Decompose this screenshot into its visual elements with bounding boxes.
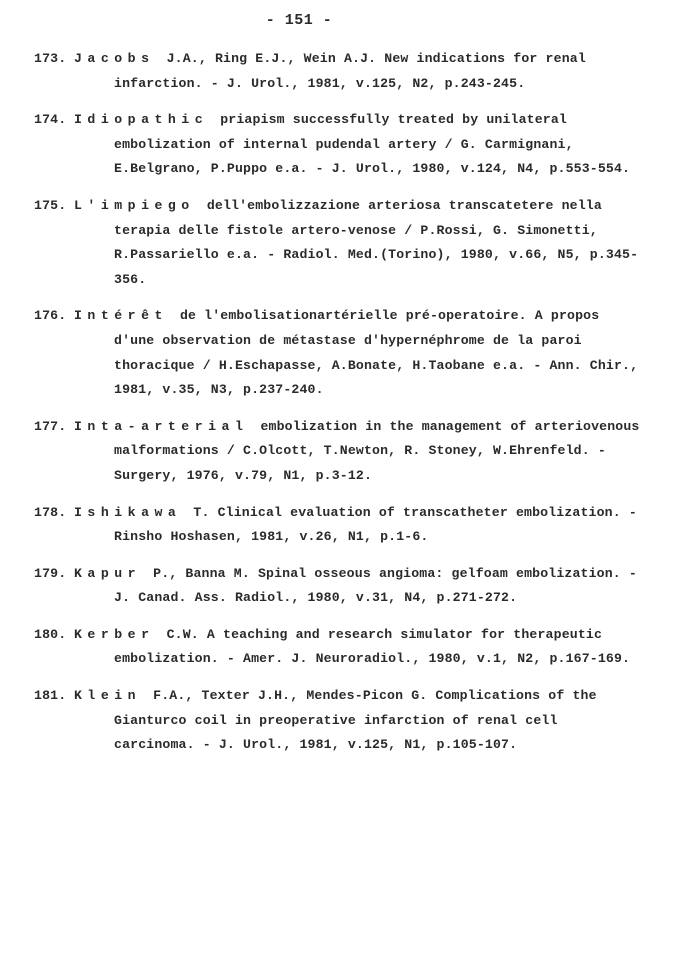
- entry-heading: Jacobs: [74, 51, 155, 66]
- entry-number: 174.: [34, 112, 67, 128]
- entry-body: [74, 108, 642, 182]
- entry-text: dell'embolizzazione arteriosa transcatetere nella terapia delle fistole artero-venose / P.Rossi, G. Simonetti, R.Passariello e.a. - Radiol. Med.(Torino), 1980, v.66, N5, p.345-356.: [114, 197, 639, 287]
- bibliography-entry: [34, 415, 642, 489]
- bibliography-entry: [34, 108, 642, 182]
- bibliography-entry: [34, 304, 642, 402]
- entry-body: [74, 47, 642, 96]
- bibliography-entry: [34, 684, 642, 758]
- entry-body: [74, 194, 642, 292]
- bibliography-entry: [34, 562, 642, 611]
- entry-text: embolization in the management of arteriovenous malformations / C.Olcott, T.Newton, R. Stoney, W.Ehrenfeld. - Surgery, 1976, v.79, N1, p.3-12.: [114, 418, 640, 483]
- entry-number: 173.: [34, 51, 67, 66]
- entry-heading: Klein: [74, 688, 142, 704]
- bibliography-list: [34, 47, 642, 758]
- entry-number: 181.: [34, 688, 67, 704]
- entry-heading: Kerber: [74, 626, 155, 642]
- entry-number: 179.: [34, 565, 67, 581]
- entry-body: [74, 623, 642, 672]
- entry-text: T. Clinical evaluation of transcatheter embolization. - Rinsho Hoshasen, 1981, v.26, N1, p.1-6.: [114, 504, 637, 545]
- entry-text: J.A., Ring E.J., Wein A.J. New indications for renal infarction. - J. Urol., 1981, v.125, N2, p.243-245.: [114, 51, 586, 91]
- entry-number: 178.: [34, 504, 67, 520]
- bibliography-entry: [34, 501, 642, 550]
- entry-body: [74, 501, 642, 550]
- bibliography-entry: [34, 194, 642, 292]
- entry-body: [74, 304, 642, 402]
- entry-text: P., Banna M. Spinal osseous angioma: gelfoam embolization. - J. Canad. Ass. Radiol., 1980, v.31, N4, p.271-272.: [114, 565, 637, 606]
- entry-number: 180.: [34, 626, 67, 642]
- entry-body: [74, 415, 642, 489]
- entry-number: 175.: [34, 197, 67, 213]
- entry-heading: Ishikawa: [74, 504, 182, 520]
- entry-heading: Idiopathic: [74, 112, 209, 128]
- bibliography-entry: [34, 47, 642, 96]
- page-number: - 151 -: [265, 12, 333, 29]
- entry-number: 176.: [34, 308, 67, 324]
- entry-body: [74, 684, 642, 758]
- entry-body: [74, 562, 642, 611]
- entry-heading: Intérêt: [74, 308, 168, 324]
- entry-text: de l'embolisationartérielle pré-operatoire. A propos d'une observation de métastase d'hypernéphrome de la paroi thoracique / H.Eschapasse, A.Bonate, H.Taobane e.a. - Ann. Chir., 1981, v.35, N3, p.237-240.: [114, 308, 639, 398]
- bibliography-entry: [34, 623, 642, 672]
- entry-heading: Kapur: [74, 565, 142, 581]
- entry-text: F.A., Texter J.H., Mendes-Picon G. Complications of the Gianturco coil in preoperative infarction of renal cell carcinoma. - J. Urol., 1981, v.125, N1, p.105-107.: [114, 688, 597, 753]
- entry-heading: L'impiego: [74, 197, 195, 213]
- entry-text: C.W. A teaching and research simulator for therapeutic embolization. - Amer. J. Neuroradiol., 1980, v.1, N2, p.167-169.: [114, 626, 631, 667]
- entry-number: 177.: [34, 418, 67, 434]
- entry-text: priapism successfully treated by unilateral embolization of internal pudendal artery / G. Carmignani, E.Belgrano, P.Puppo e.a. - J. Urol., 1980, v.124, N4, p.553-554.: [114, 112, 631, 177]
- entry-heading: Inta-arterial: [74, 418, 249, 434]
